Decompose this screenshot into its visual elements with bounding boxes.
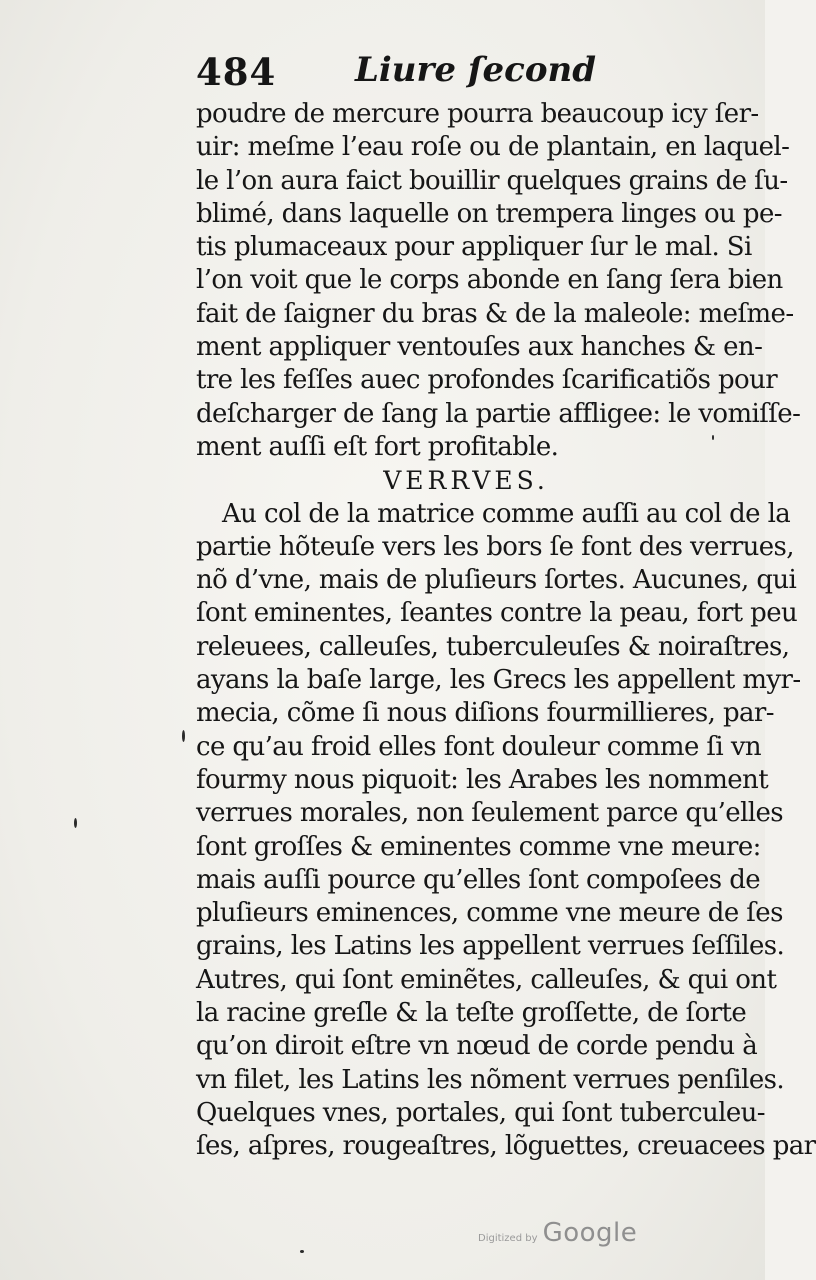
text-line: deſcharger de ſang la partie affligee: le vomiſſe-	[196, 398, 801, 429]
text-line: fourmy nous piquoit: les Arabes les nomment	[196, 764, 769, 795]
text-line: ſes, aſpres, rougeaſtres, lõguettes, creuacees par	[196, 1131, 816, 1162]
text-line: l’on voit que le corps abonde en ſang ſera bien	[196, 265, 783, 296]
text-line: uir: meſme l’eau roſe ou de plantain, en laquel-	[196, 132, 790, 163]
ink-speck	[182, 730, 185, 742]
text-line: tis plumaceaux pour appliquer ſur le mal. Si	[196, 232, 752, 263]
text-line: Autres, qui ſont eminẽtes, calleuſes, & qui ont	[196, 964, 777, 995]
text-line: blimé, dans laquelle on trempera linges ou pe-	[196, 198, 782, 229]
watermark-prefix: Digitized by	[478, 1233, 538, 1244]
text-line: ce qu’au froid elles font douleur comme ſi vn	[196, 731, 762, 762]
text-line: ſont eminentes, ſeantes contre la peau, fort peu	[196, 598, 798, 629]
ink-speck	[74, 818, 77, 828]
text-line: mecia, cõme ſi nous diſions fourmillieres, par-	[196, 698, 774, 729]
text-line: Au col de la matrice comme auſſi au col de la	[222, 498, 791, 529]
running-head: Liure ſecond	[354, 50, 596, 90]
text-line: ment auſſi eſt fort profitable.	[196, 431, 559, 462]
text-line: nõ d’vne, mais de pluſieurs ſortes. Aucunes, qui	[196, 565, 797, 596]
text-line: tre les feſſes auec profondes ſcarificatiõs pour	[196, 365, 778, 396]
text-line: grains, les Latins les appellent verrues ſeſſiles.	[196, 931, 785, 962]
text-line: ayans la baſe large, les Grecs les appellent myr-	[196, 665, 801, 696]
text-line: partie hõteuſe vers les bors ſe font des verrues,	[196, 531, 794, 562]
text-line: vn filet, les Latins les nõment verrues penſiles.	[196, 1064, 785, 1095]
text-line: mais auſſi pource qu’elles ſont compoſees de	[196, 864, 761, 895]
text-line: verrues morales, non ſeulement parce qu’elles	[196, 798, 784, 829]
ink-speck	[300, 1250, 304, 1253]
text-line: le l’on aura faict bouillir quelques grains de ſu-	[196, 165, 788, 196]
text-line: ment appliquer ventouſes aux hanches & en-	[196, 332, 763, 363]
text-line: ſont groſſes & eminentes comme vne meure:	[196, 831, 761, 862]
page-number: 484	[196, 50, 277, 94]
text-line: qu’on diroit eſtre vn nœud de corde pendu à	[196, 1031, 758, 1062]
text-line: la racine greſle & la teſte groſſette, de ſorte	[196, 998, 747, 1029]
text-line: poudre de mercure pourra beaucoup icy ſer-	[196, 99, 759, 129]
text-line: pluſieurs eminences, comme vne meure de ſes	[196, 898, 783, 929]
text-line: releuees, calleuſes, tuberculeuſes & noiraſtres,	[196, 631, 790, 662]
text-line: Quelques vnes, portales, qui ſont tuberculeu-	[196, 1097, 765, 1128]
page-header	[196, 50, 596, 102]
ink-speck	[712, 435, 714, 440]
watermark-brand: Google	[542, 1218, 638, 1248]
text-line: fait de ſaigner du bras & de la maleole: meſme-	[196, 298, 794, 329]
section-title: VERRVES.	[383, 466, 549, 496]
digitized-watermark	[478, 1218, 637, 1248]
body-text	[196, 98, 816, 1164]
